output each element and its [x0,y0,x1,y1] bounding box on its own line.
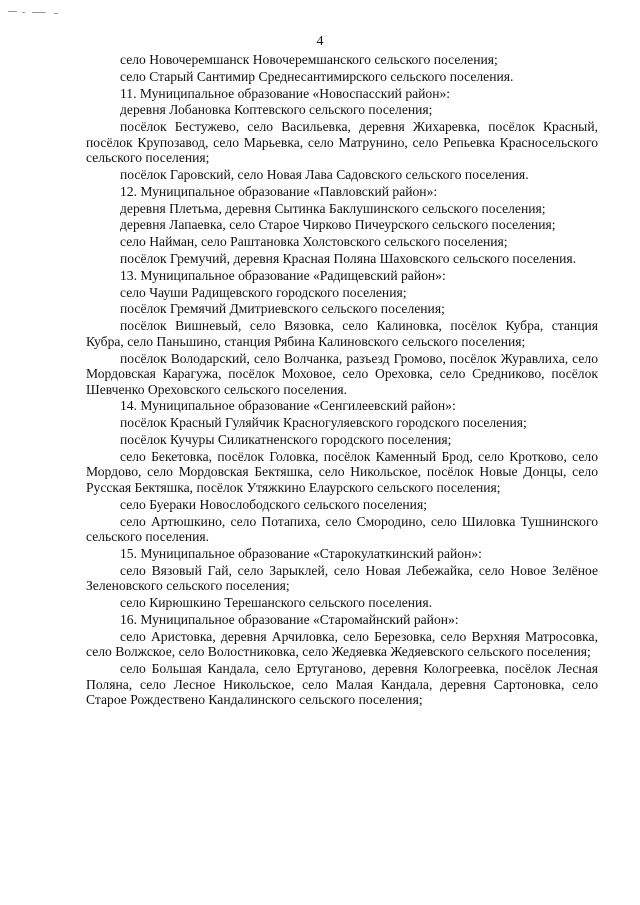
paragraph: село Чауши Радищевского городского поселения; [120,284,407,300]
paragraph: село Бекетовка, посёлок Головка, посёлок Каменный Брод, село Кротково, село Мордово, село Мордовская Бектяшка, село Никольское, посёлок Новые Донцы, село Русская Бектяшка, посёлок Утяжкино Елаурского сельского поселения; [86,448,598,495]
scan-artifact [22,12,25,13]
paragraph: посёлок Володарский, село Волчанка, разъезд Громово, посёлок Журавлиха, село Мордовская Карагужа, посёлок Моховое, село Ореховка, село Средниково, посёлок Шевченко Ореховского сельского поселения. [86,350,598,397]
scan-artifact [54,13,58,14]
section-heading: 13. Муниципальное образование «Радищевский район»: [120,267,446,283]
paragraph: село Кирюшкино Терешанского сельского поселения. [120,595,432,611]
section-heading: 12. Муниципальное образование «Павловский район»: [120,183,438,199]
paragraph: посёлок Красный Гуляйчик Красногуляевского городского поселения; [120,415,527,431]
paragraph: село Артюшкино, село Потапиха, село Смородино, село Шиловка Тушнинского сельского поселения. [86,513,598,545]
scan-artifact [8,11,17,12]
paragraph: деревня Лобановка Коптевского сельского поселения; [120,102,433,118]
paragraph: посёлок Вишневый, село Вязовка, село Калиновка, посёлок Кубра, станция Кубра, село Паньшино, станция Рябина Калиновского сельского поселения; [86,318,598,349]
paragraph: село Новочеремшанск Новочеремшанского сельского поселения; [120,52,498,67]
section-heading: 16. Муниципальное образование «Старомайнский район»: [120,611,459,627]
page-number: 4 [316,34,324,49]
paragraph: деревня Лапаевка, село Старое Чирково Пичеурского сельского поселения; [120,217,556,233]
paragraph: село Большая Кандала, село Ертуганово, деревня Кологреевка, посёлок Лесная Поляна, село Лесное Никольское, село Малая Кандала, деревня Сартоновка, село Старое Рождествено Кандалинского сельского поселения; [86,661,598,708]
paragraph: посёлок Бестужево, село Васильевка, деревня Жихаревка, посёлок Красный, посёлок Крупозавод, село Марьевка, село Матрунино, село Репьевка Красносельского сельского поселения; [86,119,598,166]
paragraph: посёлок Кучуры Силикатненского городского поселения; [120,432,452,448]
paragraph: село Найман, село Раштановка Холстовского сельского поселения; [120,234,508,250]
paragraph: село Вязовый Гай, село Зарыклей, село Новая Лебежайка, село Новое Зелёное Зеленовского сельского поселения; [86,562,598,594]
paragraph: село Буераки Новослободского сельского поселения; [120,496,427,512]
scan-artifact [32,12,46,13]
section-heading: 14. Муниципальное образование «Сенгилеевский район»: [120,398,456,414]
section-heading: 15. Муниципальное образование «Старокулаткинский район»: [120,545,482,561]
paragraph: посёлок Гаровский, село Новая Лава Садовского сельского поселения. [120,167,529,183]
document-body [86,52,598,709]
paragraph: село Аристовка, деревня Арчиловка, село Березовка, село Верхняя Матросовка, село Волжское, село Волостниковка, село Жедяевка Жедяевского сельского поселения; [86,628,598,660]
paragraph: посёлок Гремячий Дмитриевского сельского поселения; [120,301,445,317]
section-heading: 11. Муниципальное образование «Новоспасский район»: [120,85,451,101]
paragraph: деревня Плетьма, деревня Сытинка Баклушинского сельского поселения; [120,200,546,216]
paragraph: село Старый Сантимир Среднесантимирского сельского поселения. [120,68,514,84]
paragraph: посёлок Гремучий, деревня Красная Поляна Шаховского сельского поселения. [120,251,577,266]
